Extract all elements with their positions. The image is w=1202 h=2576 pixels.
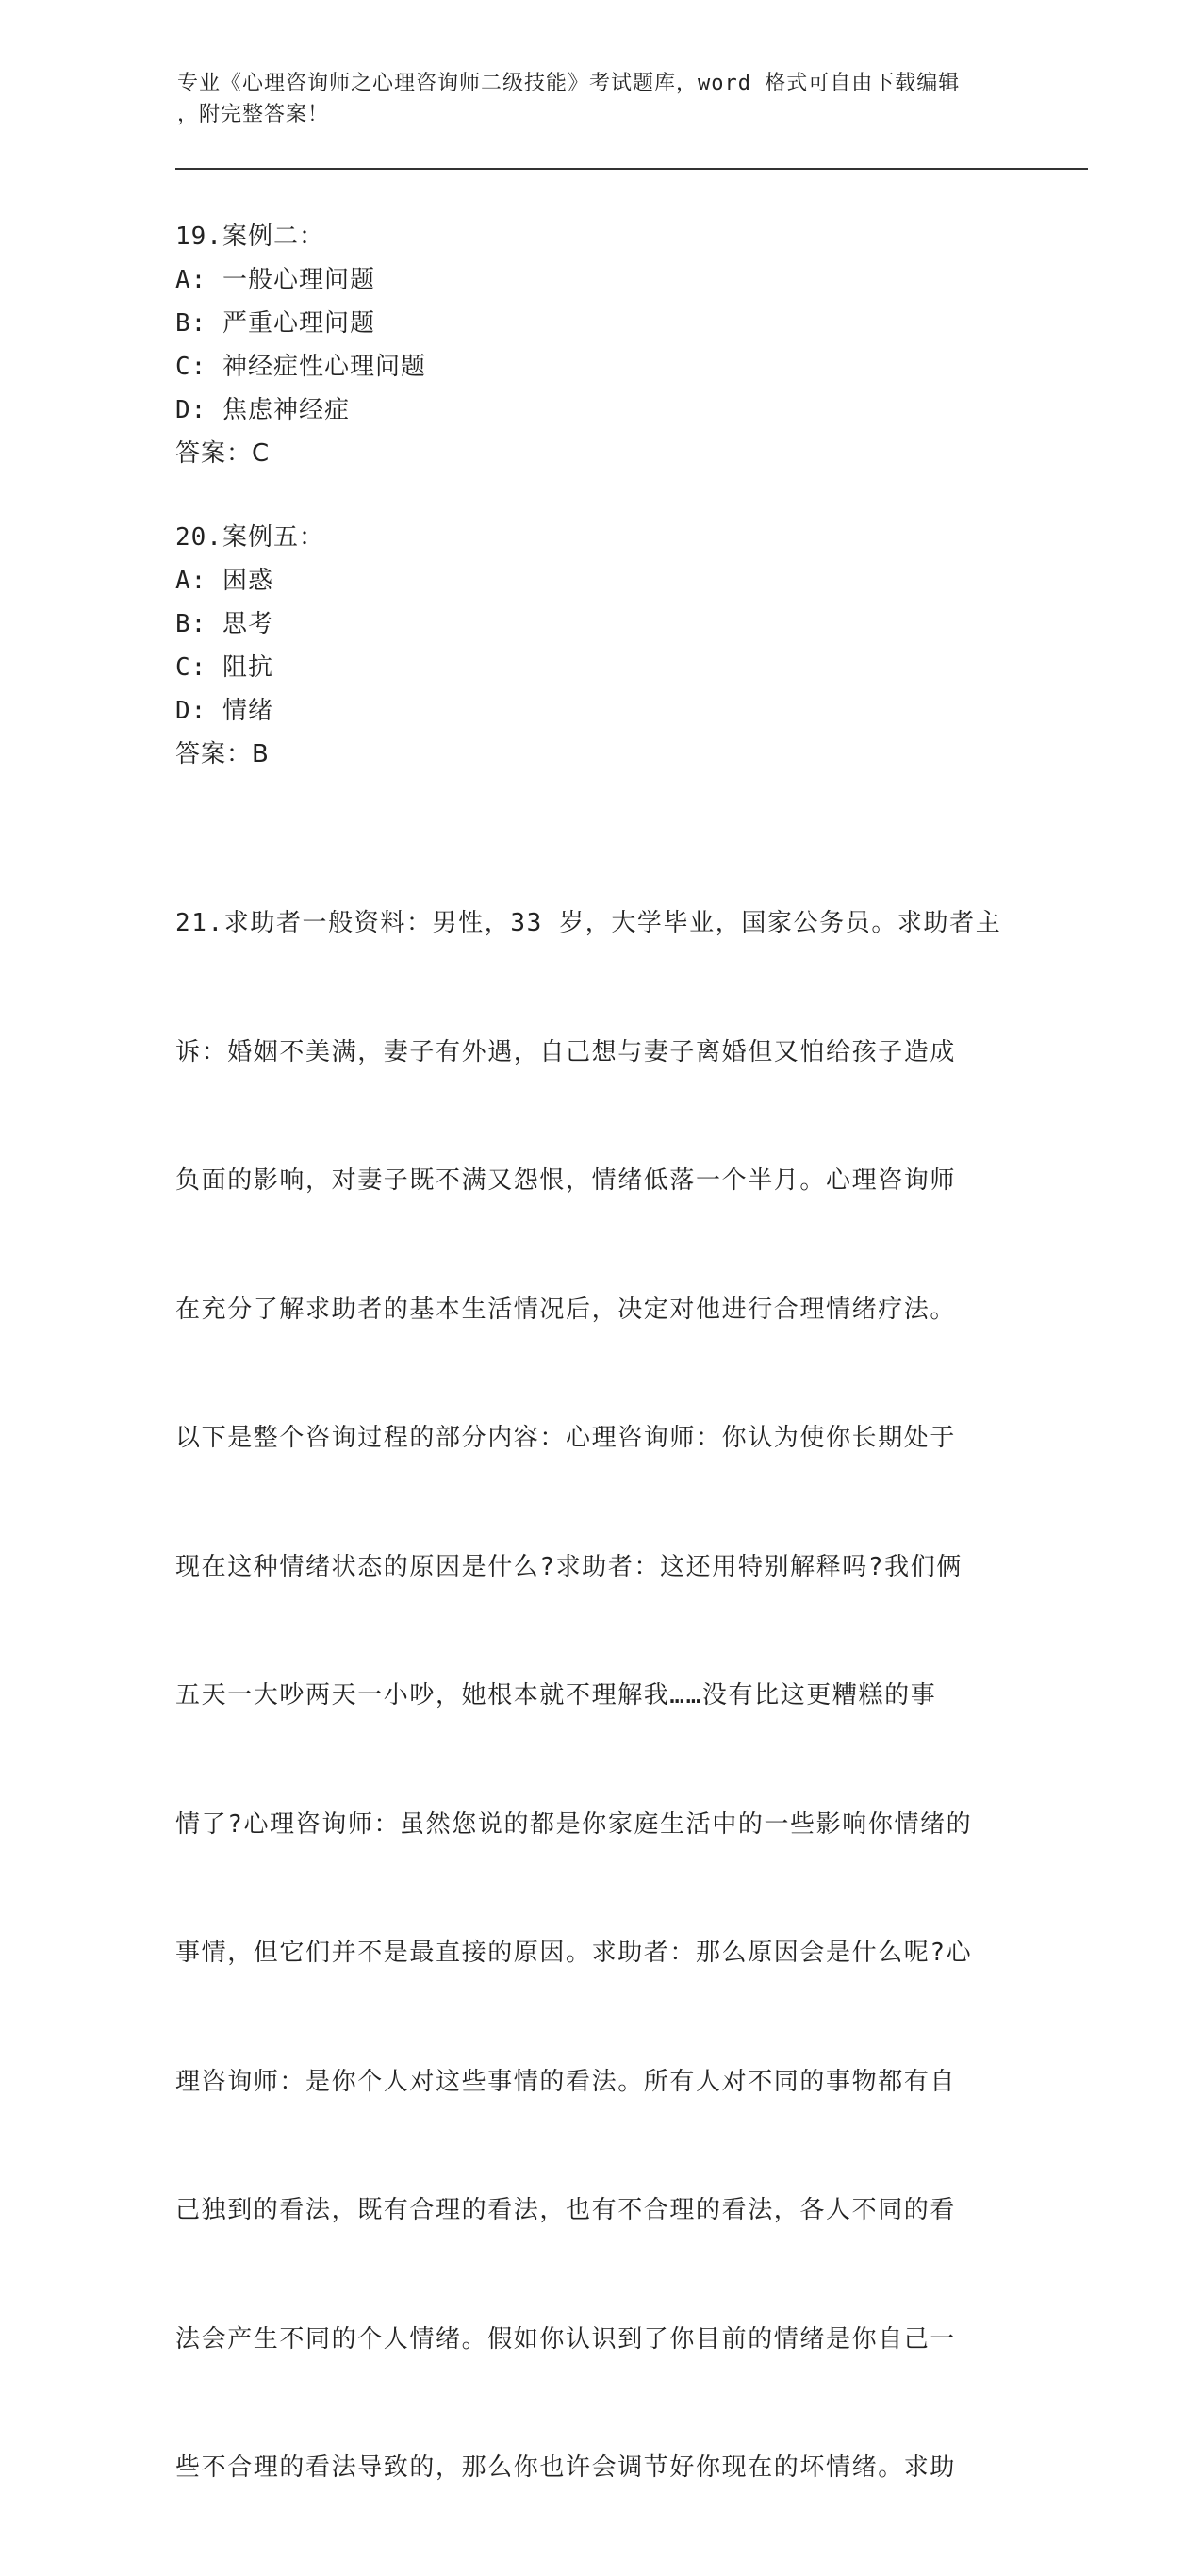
paragraph-line: 21.求助者一般资料：男性，33 岁，大学毕业，国家公务员。求助者主 <box>175 909 1002 937</box>
paragraph-line: 负面的影响，对妻子既不满又怨恨，情绪低落一个半月。心理咨询师 <box>175 1166 957 1195</box>
option-text: 焦虑神经症 <box>222 396 350 424</box>
header-divider-thick <box>175 168 1088 170</box>
paragraph-line: 以下是整个咨询过程的部分内容：心理咨询师：你认为使你长期处于 <box>175 1424 957 1452</box>
option-c <box>175 345 1024 388</box>
paragraph-line: 理咨询师：是你个人对这些事情的看法。所有人对不同的事物都有自 <box>175 2067 957 2096</box>
option-d <box>175 689 1024 733</box>
option-text: 困惑 <box>222 567 273 595</box>
option-c <box>175 646 1024 689</box>
option-label: D: <box>175 697 207 725</box>
paragraph-line: 情了?心理咨询师：虽然您说的都是你家庭生活中的一些影响你情绪的 <box>175 1809 973 1839</box>
option-label: B: <box>175 309 207 338</box>
answer: 答案：C <box>175 439 271 468</box>
document-header <box>177 68 1007 130</box>
question-stem: 20.案例五： <box>175 523 324 552</box>
paragraph-line: 在充分了解求助者的基本生活情况后，决定对他进行合理情绪疗法。 <box>175 1295 957 1324</box>
option-text: 阻抗 <box>222 653 273 682</box>
option-label: B: <box>175 610 207 638</box>
answer: 答案：B <box>175 740 270 768</box>
paragraph-line: 事情，但它们并不是最直接的原因。求助者：那么原因会是什么呢?心 <box>175 1939 973 1967</box>
paragraph-line: 法会产生不同的个人情绪。假如你认识到了你目前的情绪是你自己一 <box>175 2324 957 2353</box>
paragraph-line: 诉：婚姻不美满，妻子有外遇，自己想与妻子离婚但又怕给孩子造成 <box>175 1037 957 1066</box>
option-b <box>175 302 1024 345</box>
option-label: C: <box>175 353 207 381</box>
question-paragraph <box>175 817 1024 2576</box>
question-19 <box>175 215 1024 475</box>
paragraph-line: 五天一大吵两天一小吵，她根本就不理解我……没有比这更糟糕的事 <box>175 1681 937 1709</box>
question-stem: 19.案例二： <box>175 223 324 251</box>
paragraph-line: 己独到的看法，既有合理的看法，也有不合理的看法，各人不同的看 <box>175 2196 957 2224</box>
option-label: C: <box>175 653 207 682</box>
option-a <box>175 559 1024 603</box>
option-d <box>175 388 1024 432</box>
paragraph-line: 些不合理的看法导致的，那么你也许会调节好你现在的坏情绪。求助 <box>175 2453 957 2482</box>
option-text: 思考 <box>222 610 273 638</box>
option-text: 一般心理问题 <box>222 266 375 294</box>
paragraph-line: 现在这种情绪状态的原因是什么?求助者：这还用特别解释吗?我们俩 <box>175 1552 963 1581</box>
option-text: 情绪 <box>222 697 273 725</box>
option-text: 严重心理问题 <box>222 309 375 338</box>
option-b <box>175 603 1024 646</box>
option-text: 神经症性心理问题 <box>222 353 426 381</box>
question-21 <box>175 817 1024 2576</box>
option-a <box>175 258 1024 302</box>
option-label: D: <box>175 396 207 424</box>
option-label: A: <box>175 567 207 595</box>
option-label: A: <box>175 266 207 294</box>
question-20 <box>175 516 1024 776</box>
header-line-2: ，附完整答案！ <box>177 103 330 126</box>
header-line-1: 专业《心理咨询师之心理咨询师二级技能》考试题库，word 格式可自由下载编辑 <box>177 72 961 95</box>
